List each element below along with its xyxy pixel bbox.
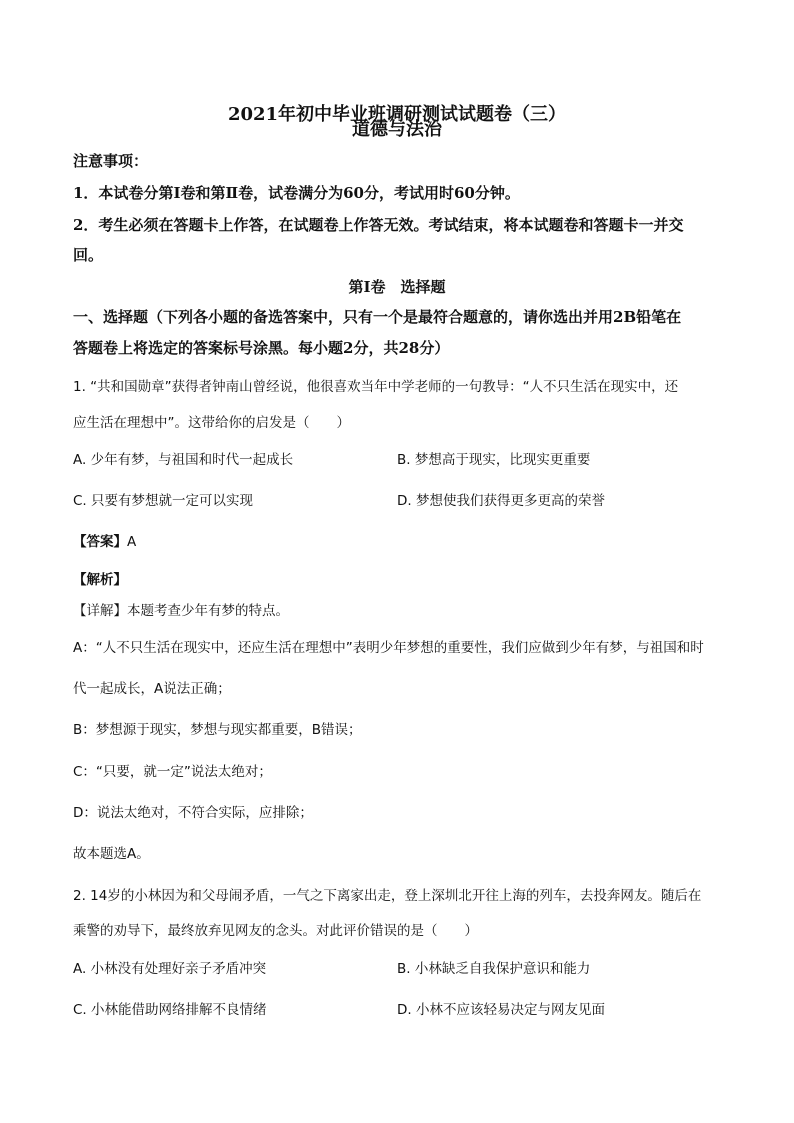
q1-stem-line2: 应生活在理想中”。这带给你的启发是（ ）	[73, 415, 350, 431]
q1-analysis-d: D：说法太绝对，不符合实际，应排除；	[73, 805, 313, 821]
q1-answer	[73, 530, 136, 550]
q1-stem-line1: 1. “共和国勋章”获得者钟南山曾经说，他很喜欢当年中学老师的一句教导：“人不只生活在现实中，还	[73, 379, 679, 395]
notice-heading: 注意事项：	[73, 152, 149, 170]
q1-analysis-a-line2: 代一起成长，A说法正确；	[73, 681, 231, 697]
q1-option-c: C. 只要有梦想就一定可以实现	[73, 493, 254, 509]
notice-item-2-line2: 回。	[73, 246, 104, 264]
section-instructions-line2: 答题卷上将选定的答案标号涂黑。每小题2分，共28分）	[73, 339, 450, 357]
detail-text: 本题考查少年有梦的特点。	[127, 603, 289, 619]
section-title: 第Ⅰ卷 选择题	[348, 278, 446, 296]
exam-title: 2021年初中毕业班调研测试试题卷（三）	[227, 104, 567, 125]
q2-option-a: A. 小林没有处理好亲子矛盾冲突	[73, 961, 267, 977]
section-instructions-line1: 一、选择题（下列各小题的备选答案中，只有一个是最符合题意的，请你选出并用2B铅笔在	[73, 308, 682, 326]
q2-stem-line1: 2. 14岁的小林因为和父母闹矛盾，一气之下离家出走，登上深圳北开往上海的列车，去投奔网友。随后在	[73, 888, 702, 904]
q1-analysis-a-line1: A：“人不只生活在现实中，还应生活在理想中”表明少年梦想的重要性，我们应做到少年有梦，与祖国和时	[73, 640, 704, 656]
notice-item-1: 1．本试卷分第Ⅰ卷和第Ⅱ卷，试卷满分为60分，考试用时60分钟。	[73, 184, 520, 202]
q2-option-b: B. 小林缺乏自我保护意识和能力	[397, 961, 591, 977]
analysis-tag: 【解析】	[73, 572, 127, 588]
q1-detail	[73, 599, 289, 619]
q1-conclusion: 故本题选A。	[73, 846, 150, 862]
answer-tag: 【答案】	[73, 534, 127, 550]
q1-analysis-b: B：梦想源于现实，梦想与现实都重要，B错误；	[73, 722, 362, 738]
q1-option-a: A. 少年有梦，与祖国和时代一起成长	[73, 452, 294, 468]
q1-option-b: B. 梦想高于现实，比现实更重要	[397, 452, 591, 468]
notice-item-2-line1: 2．考生必须在答题卡上作答，在试题卷上作答无效。考试结束，将本试题卷和答题卡一并交	[73, 216, 684, 234]
subject-title: 道德与法治	[352, 119, 442, 140]
answer-value: A	[127, 534, 137, 550]
q2-option-c: C. 小林能借助网络排解不良情绪	[73, 1002, 267, 1018]
q1-option-d: D. 梦想使我们获得更多更高的荣誉	[397, 493, 605, 509]
q2-option-d: D. 小林不应该轻易决定与网友见面	[397, 1002, 605, 1018]
q2-stem-line2: 乘警的劝导下，最终放弃见网友的念头。对此评价错误的是（ ）	[73, 923, 478, 939]
q1-analysis-tag	[73, 568, 127, 588]
q1-analysis-c: C：“只要，就一定”说法太绝对；	[73, 764, 272, 780]
detail-tag: 【详解】	[73, 603, 127, 619]
